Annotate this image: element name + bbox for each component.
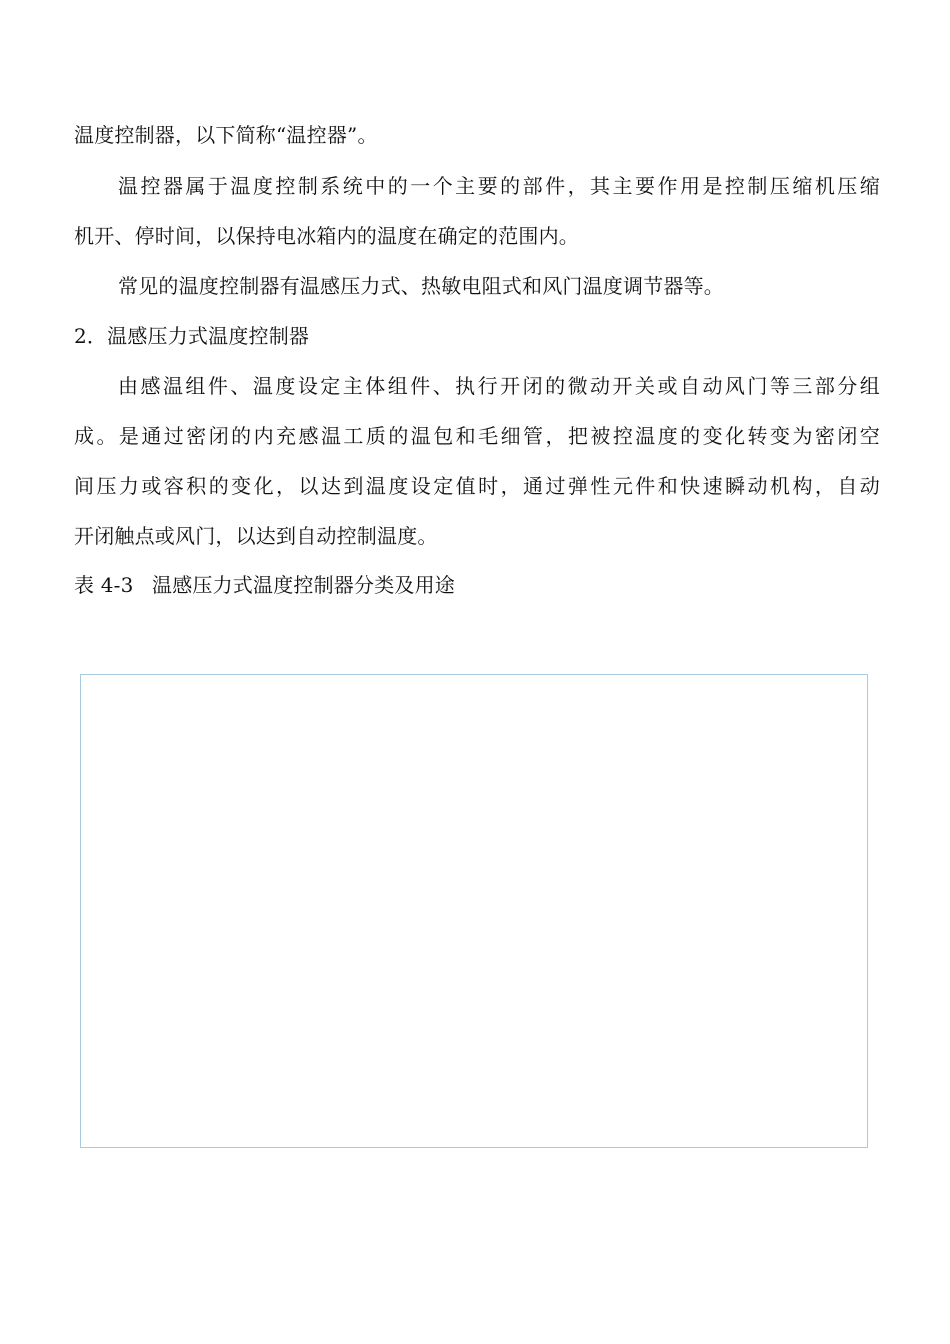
section-heading: 2．温感压力式温度控制器 <box>74 324 310 348</box>
paragraph-line-2: 温控器属于温度控制系统中的一个主要的部件，其主要作用是控制压缩机压缩 <box>118 174 880 198</box>
table-caption <box>74 571 880 599</box>
table-caption-title: 温感压力式温度控制器分类及用途 <box>152 573 455 597</box>
paragraph-line-7: 成。是通过密闭的内充感温工质的温包和毛细管，把被控温度的变化转变为密闭空 <box>74 424 880 448</box>
paragraph-line-4: 常见的温度控制器有温感压力式、热敏电阻式和风门温度调节器等。 <box>118 274 724 298</box>
paragraph-line-1: 温度控制器，以下简称“温控器”。 <box>74 123 378 147</box>
paragraph-line-3: 机开、停时间，以保持电冰箱内的温度在确定的范围内。 <box>74 224 579 248</box>
table-image-placeholder <box>80 674 868 1148</box>
paragraph-line-8: 间压力或容积的变化，以达到温度设定值时，通过弹性元件和快速瞬动机构，自动 <box>74 474 880 498</box>
table-caption-label: 表 4-3 <box>74 573 134 597</box>
paragraph-line-9: 开闭触点或风门，以达到自动控制温度。 <box>74 524 438 548</box>
paragraph-line-6: 由感温组件、温度设定主体组件、执行开闭的微动开关或自动风门等三部分组 <box>118 374 880 398</box>
